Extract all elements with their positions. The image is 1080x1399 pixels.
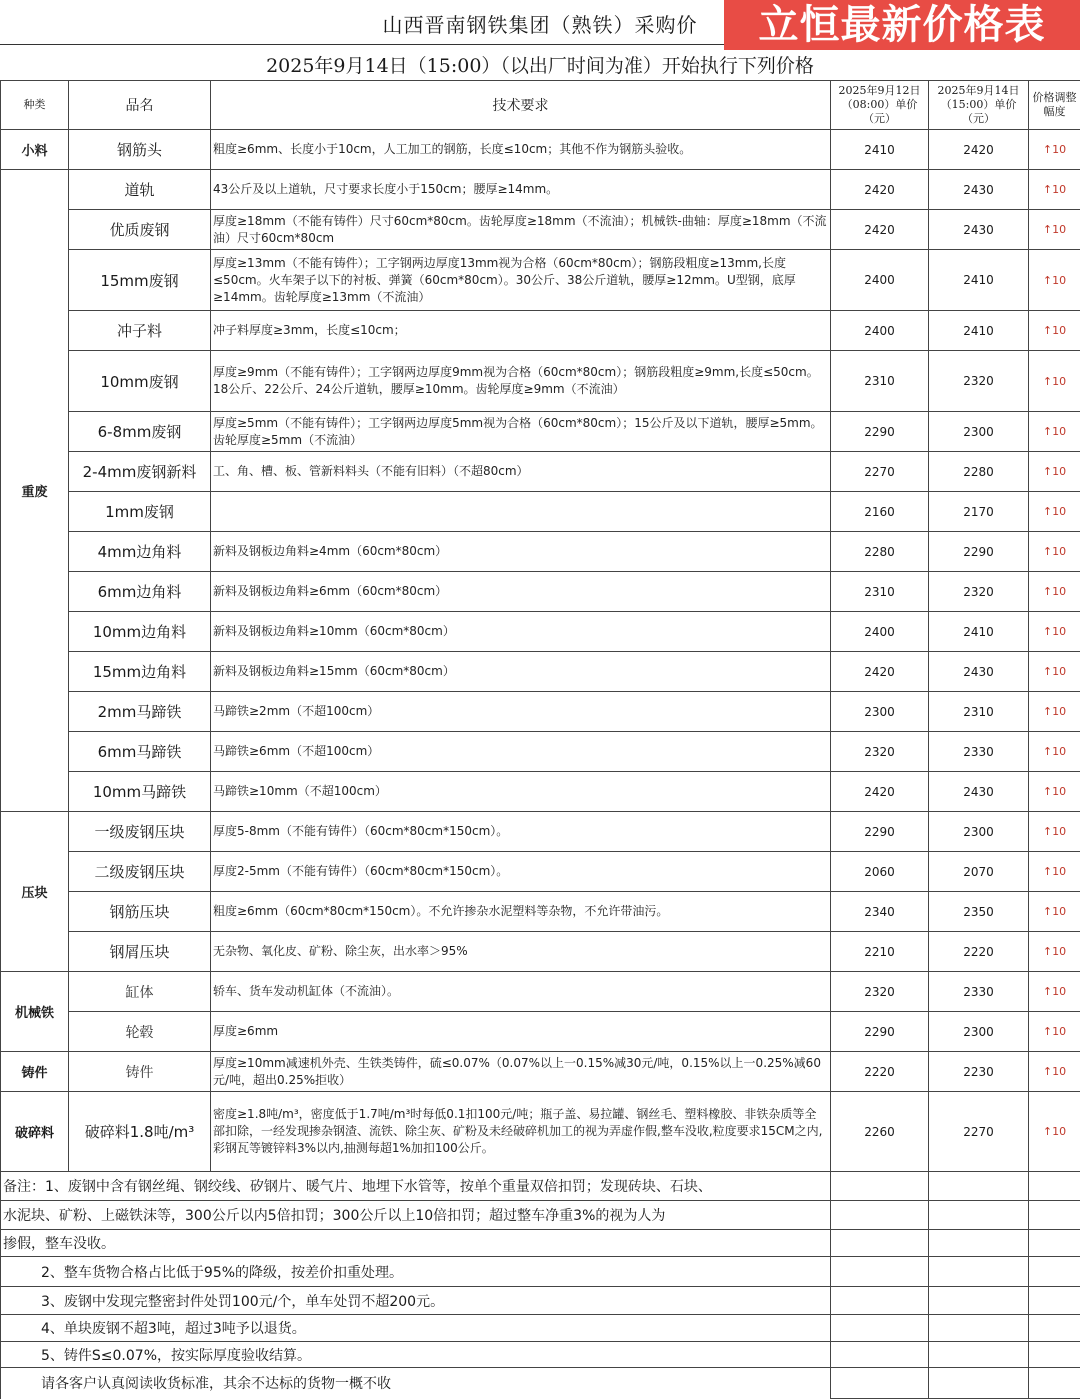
price-change bbox=[1029, 412, 1080, 452]
price-change-value: 10 bbox=[1052, 905, 1067, 918]
note-row bbox=[1, 1201, 1080, 1230]
new-price: 2320 bbox=[929, 351, 1029, 412]
up-arrow-icon: ↑ bbox=[1042, 505, 1053, 518]
table-row bbox=[1, 772, 1080, 812]
price-change-value: 10 bbox=[1052, 425, 1067, 438]
note-text: 3、废钢中发现完整密封件处罚100元/个，单车处罚不超200元。 bbox=[1, 1287, 831, 1315]
up-arrow-icon: ↑ bbox=[1042, 825, 1053, 838]
up-arrow-icon: ↑ bbox=[1042, 985, 1053, 998]
empty-cell bbox=[831, 1315, 929, 1342]
price-change bbox=[1029, 1092, 1080, 1172]
old-price: 2320 bbox=[831, 732, 929, 772]
empty-cell bbox=[1029, 1172, 1080, 1201]
product-name: 道轨 bbox=[69, 170, 211, 210]
new-price: 2280 bbox=[929, 452, 1029, 492]
technical-requirement: 厚度≥9mm（不能有铸件）；工字钢两边厚度9mm视为合格（60cm*80cm）；钢筋段粗度≥9mm,长度≤50cm。18公斤、22公斤、24公斤道轨，腰厚≥10mm。齿轮厚度≥9mm（不流油） bbox=[211, 351, 831, 412]
price-change bbox=[1029, 130, 1080, 170]
note-text: 5、铸件S≤0.07%，按实际厚度验收结算。 bbox=[1, 1342, 831, 1368]
table-row bbox=[1, 311, 1080, 351]
note-row bbox=[1, 1257, 1080, 1287]
old-price: 2220 bbox=[831, 1052, 929, 1092]
old-price: 2310 bbox=[831, 572, 929, 612]
price-change-value: 10 bbox=[1052, 505, 1067, 518]
price-change-value: 10 bbox=[1052, 1125, 1067, 1138]
price-change bbox=[1029, 692, 1080, 732]
old-price: 2320 bbox=[831, 972, 929, 1012]
product-name: 15mm边角料 bbox=[69, 652, 211, 692]
old-price: 2270 bbox=[831, 452, 929, 492]
old-price: 2400 bbox=[831, 250, 929, 311]
product-name: 二级废钢压块 bbox=[69, 852, 211, 892]
note-row bbox=[1, 1315, 1080, 1342]
up-arrow-icon: ↑ bbox=[1042, 465, 1053, 478]
note-row bbox=[1, 1287, 1080, 1315]
table-row bbox=[1, 210, 1080, 250]
price-change-value: 10 bbox=[1052, 143, 1067, 156]
empty-cell bbox=[831, 1368, 929, 1399]
old-price: 2290 bbox=[831, 1012, 929, 1052]
price-change-value: 10 bbox=[1052, 865, 1067, 878]
effective-date-row bbox=[0, 44, 1080, 81]
category-cell: 重废 bbox=[1, 170, 69, 812]
price-change-value: 10 bbox=[1052, 585, 1067, 598]
empty-cell bbox=[1029, 1257, 1080, 1287]
table-row bbox=[1, 250, 1080, 311]
old-price: 2260 bbox=[831, 1092, 929, 1172]
product-name: 10mm边角料 bbox=[69, 612, 211, 652]
price-change bbox=[1029, 1012, 1080, 1052]
table-row bbox=[1, 452, 1080, 492]
old-price: 2290 bbox=[831, 812, 929, 852]
note-text: 水泥块、矿粉、上磁铁沫等，300公斤以内5倍扣罚；300公斤以上10倍扣罚；超过整车净重3%的视为人为 bbox=[1, 1201, 831, 1230]
price-change-value: 10 bbox=[1052, 374, 1067, 388]
note-row bbox=[1, 1230, 1080, 1257]
note-row bbox=[1, 1342, 1080, 1368]
empty-cell bbox=[831, 1230, 929, 1257]
table-row bbox=[1, 692, 1080, 732]
technical-requirement: 厚度≥6mm bbox=[211, 1012, 831, 1052]
empty-cell bbox=[929, 1172, 1029, 1201]
price-change-value: 10 bbox=[1052, 273, 1067, 287]
table-row bbox=[1, 732, 1080, 772]
up-arrow-icon: ↑ bbox=[1042, 183, 1053, 196]
up-arrow-icon: ↑ bbox=[1042, 745, 1053, 758]
new-price: 2300 bbox=[929, 812, 1029, 852]
old-price: 2400 bbox=[831, 311, 929, 351]
new-price: 2230 bbox=[929, 1052, 1029, 1092]
table-row bbox=[1, 932, 1080, 972]
technical-requirement: 厚度≥13mm（不能有铸件）；工字钢两边厚度13mm视为合格（60cm*80cm）；钢筋段粗度≥13mm,长度≤50cm。火车架子以下的衬板、弹簧（60cm*80cm）。30公斤、38公斤道轨，腰厚≥12mm。U型钢，底厚≥14mm。齿轮厚度≥13mm（不流油） bbox=[211, 250, 831, 311]
technical-requirement: 粗度≥6mm（60cm*80cm*150cm）。不允许掺杂水泥塑料等杂物，不允许带油污。 bbox=[211, 892, 831, 932]
product-name: 6mm边角料 bbox=[69, 572, 211, 612]
category-cell: 压块 bbox=[1, 812, 69, 972]
price-table bbox=[0, 80, 1080, 1399]
price-change bbox=[1029, 210, 1080, 250]
col-header-requirements: 技术要求 bbox=[211, 81, 831, 130]
up-arrow-icon: ↑ bbox=[1042, 1125, 1053, 1138]
product-name: 钢筋压块 bbox=[69, 892, 211, 932]
table-row bbox=[1, 572, 1080, 612]
empty-cell bbox=[1029, 1315, 1080, 1342]
up-arrow-icon: ↑ bbox=[1042, 545, 1053, 558]
old-price: 2410 bbox=[831, 130, 929, 170]
price-change-value: 10 bbox=[1052, 183, 1067, 196]
old-price: 2420 bbox=[831, 210, 929, 250]
note-row bbox=[1, 1368, 1080, 1399]
empty-cell bbox=[929, 1315, 1029, 1342]
note-text: 备注：1、废钢中含有钢丝绳、钢绞线、矽钢片、暖气片、地埋下水管等，按单个重量双倍扣罚；发现砖块、石块、 bbox=[1, 1172, 831, 1201]
watermark-banner: 立恒最新价格表 bbox=[724, 0, 1080, 50]
page-title: 山西晋南钢铁集团（熟铁）采购价 bbox=[382, 13, 698, 37]
up-arrow-icon: ↑ bbox=[1042, 1025, 1053, 1038]
new-price: 2430 bbox=[929, 652, 1029, 692]
note-text: 4、单块废钢不超3吨，超过3吨予以退货。 bbox=[1, 1315, 831, 1342]
price-change bbox=[1029, 972, 1080, 1012]
up-arrow-icon: ↑ bbox=[1042, 625, 1053, 638]
table-row bbox=[1, 351, 1080, 412]
empty-cell bbox=[831, 1172, 929, 1201]
price-change bbox=[1029, 250, 1080, 311]
empty-cell bbox=[929, 1287, 1029, 1315]
up-arrow-icon: ↑ bbox=[1042, 785, 1053, 798]
new-price: 2330 bbox=[929, 972, 1029, 1012]
old-price: 2310 bbox=[831, 351, 929, 412]
up-arrow-icon: ↑ bbox=[1042, 905, 1053, 918]
technical-requirement: 马蹄铁≥2mm（不超100cm） bbox=[211, 692, 831, 732]
up-arrow-icon: ↑ bbox=[1042, 143, 1053, 156]
empty-cell bbox=[831, 1201, 929, 1230]
category-cell: 破碎料 bbox=[1, 1092, 69, 1172]
table-row bbox=[1, 492, 1080, 532]
empty-cell bbox=[1029, 1287, 1080, 1315]
note-text: 请各客户认真阅读收货标准，其余不达标的货物一概不收 bbox=[1, 1368, 831, 1399]
product-name: 钢屑压块 bbox=[69, 932, 211, 972]
effective-date: 2025年9月14日（15:00）（以出厂时间为准）开始执行下列价格 bbox=[266, 55, 814, 77]
price-change bbox=[1029, 572, 1080, 612]
category-cell: 铸件 bbox=[1, 1052, 69, 1092]
note-text: 掺假，整车没收。 bbox=[1, 1230, 831, 1257]
product-name: 6mm马蹄铁 bbox=[69, 732, 211, 772]
technical-requirement: 冲子料厚度≥3mm，长度≤10cm； bbox=[211, 311, 831, 351]
table-row bbox=[1, 1052, 1080, 1092]
price-change bbox=[1029, 452, 1080, 492]
table-row bbox=[1, 532, 1080, 572]
category-cell: 小料 bbox=[1, 130, 69, 170]
old-price: 2210 bbox=[831, 932, 929, 972]
price-change bbox=[1029, 492, 1080, 532]
empty-cell bbox=[929, 1368, 1029, 1399]
old-price: 2420 bbox=[831, 652, 929, 692]
price-change-value: 10 bbox=[1052, 705, 1067, 718]
table-row bbox=[1, 1012, 1080, 1052]
price-change-value: 10 bbox=[1052, 324, 1067, 337]
technical-requirement: 新料及钢板边角料≥10mm（60cm*80cm） bbox=[211, 612, 831, 652]
table-row bbox=[1, 652, 1080, 692]
technical-requirement: 厚度≥10mm减速机外壳、生铁类铸件，硫≤0.07%（0.07%以上一0.15%减30元/吨，0.15%以上一0.25%减60元/吨，超出0.25%拒收） bbox=[211, 1052, 831, 1092]
price-change bbox=[1029, 351, 1080, 412]
col-header-change: 价格调整幅度 bbox=[1029, 81, 1080, 130]
new-price: 2430 bbox=[929, 772, 1029, 812]
price-change bbox=[1029, 772, 1080, 812]
col-header-old-price: 2025年9月12日（08:00）单价（元） bbox=[831, 81, 929, 130]
table-row bbox=[1, 170, 1080, 210]
new-price: 2330 bbox=[929, 732, 1029, 772]
table-row bbox=[1, 812, 1080, 852]
technical-requirement: 粗度≥6mm、长度小于10cm，人工加工的钢筋，长度≤10cm；其他不作为钢筋头验收。 bbox=[211, 130, 831, 170]
old-price: 2060 bbox=[831, 852, 929, 892]
product-name: 冲子料 bbox=[69, 311, 211, 351]
table-row bbox=[1, 892, 1080, 932]
empty-cell bbox=[929, 1201, 1029, 1230]
product-name: 2mm马蹄铁 bbox=[69, 692, 211, 732]
table-row bbox=[1, 972, 1080, 1012]
new-price: 2070 bbox=[929, 852, 1029, 892]
note-row bbox=[1, 1172, 1080, 1201]
up-arrow-icon: ↑ bbox=[1042, 374, 1053, 388]
new-price: 2170 bbox=[929, 492, 1029, 532]
new-price: 2220 bbox=[929, 932, 1029, 972]
up-arrow-icon: ↑ bbox=[1042, 425, 1053, 438]
new-price: 2270 bbox=[929, 1092, 1029, 1172]
empty-cell bbox=[831, 1342, 929, 1368]
price-change-value: 10 bbox=[1052, 745, 1067, 758]
old-price: 2300 bbox=[831, 692, 929, 732]
up-arrow-icon: ↑ bbox=[1042, 223, 1053, 236]
empty-cell bbox=[929, 1257, 1029, 1287]
new-price: 2430 bbox=[929, 170, 1029, 210]
price-change-value: 10 bbox=[1052, 545, 1067, 558]
price-change-value: 10 bbox=[1052, 825, 1067, 838]
up-arrow-icon: ↑ bbox=[1042, 324, 1053, 337]
old-price: 2280 bbox=[831, 532, 929, 572]
technical-requirement: 新料及钢板边角料≥4mm（60cm*80cm） bbox=[211, 532, 831, 572]
technical-requirement: 工、角、槽、板、管新料料头（不能有旧料）（不超80cm） bbox=[211, 452, 831, 492]
new-price: 2300 bbox=[929, 412, 1029, 452]
price-change bbox=[1029, 1052, 1080, 1092]
empty-cell bbox=[929, 1342, 1029, 1368]
empty-cell bbox=[1029, 1201, 1080, 1230]
technical-requirement: 厚度2-5mm（不能有铸件）（60cm*80cm*150cm）。 bbox=[211, 852, 831, 892]
product-name: 一级废钢压块 bbox=[69, 812, 211, 852]
new-price: 2320 bbox=[929, 572, 1029, 612]
up-arrow-icon: ↑ bbox=[1042, 585, 1053, 598]
col-header-new-price: 2025年9月14日（15:00）单价（元） bbox=[929, 81, 1029, 130]
price-change bbox=[1029, 812, 1080, 852]
price-change-value: 10 bbox=[1052, 665, 1067, 678]
technical-requirement: 43公斤及以上道轨，尺寸要求长度小于150cm；腰厚≥14mm。 bbox=[211, 170, 831, 210]
old-price: 2340 bbox=[831, 892, 929, 932]
old-price: 2400 bbox=[831, 612, 929, 652]
empty-cell bbox=[1029, 1342, 1080, 1368]
table-row bbox=[1, 852, 1080, 892]
technical-requirement: 无杂物、氧化皮、矿粉、除尘灰，出水率＞95% bbox=[211, 932, 831, 972]
table-header-row bbox=[1, 81, 1080, 130]
technical-requirement: 密度≥1.8吨/m³，密度低于1.7吨/m³时每低0.1扣100元/吨；瓶子盖、易拉罐、钢丝毛、塑料橡胶、非铁杂质等全部扣除，一经发现掺杂钢渣、流铁、除尘灰、矿粉及未经破碎机加工的视为弄虚作假,整车没收,粒度要求15CM之内,彩钢瓦等镀锌料3%以内,抽测每超1%加扣100公斤。 bbox=[211, 1092, 831, 1172]
old-price: 2160 bbox=[831, 492, 929, 532]
price-change-value: 10 bbox=[1052, 785, 1067, 798]
product-name: 2-4mm废钢新料 bbox=[69, 452, 211, 492]
up-arrow-icon: ↑ bbox=[1042, 273, 1053, 287]
price-change bbox=[1029, 532, 1080, 572]
up-arrow-icon: ↑ bbox=[1042, 665, 1053, 678]
empty-cell bbox=[1029, 1368, 1080, 1399]
category-cell: 机械铁 bbox=[1, 972, 69, 1052]
price-change bbox=[1029, 932, 1080, 972]
empty-cell bbox=[1029, 1230, 1080, 1257]
new-price: 2310 bbox=[929, 692, 1029, 732]
product-name: 15mm废钢 bbox=[69, 250, 211, 311]
price-change bbox=[1029, 732, 1080, 772]
price-change bbox=[1029, 612, 1080, 652]
product-name: 缸体 bbox=[69, 972, 211, 1012]
empty-cell bbox=[831, 1257, 929, 1287]
new-price: 2430 bbox=[929, 210, 1029, 250]
product-name: 破碎料1.8吨/m³ bbox=[69, 1092, 211, 1172]
empty-cell bbox=[831, 1287, 929, 1315]
technical-requirement: 马蹄铁≥6mm（不超100cm） bbox=[211, 732, 831, 772]
technical-requirement: 厚度≥5mm（不能有铸件）；工字钢两边厚度5mm视为合格（60cm*80cm）；15公斤及以下道轨，腰厚≥5mm。齿轮厚度≥5mm（不流油） bbox=[211, 412, 831, 452]
product-name: 10mm废钢 bbox=[69, 351, 211, 412]
table-row bbox=[1, 130, 1080, 170]
price-change bbox=[1029, 892, 1080, 932]
technical-requirement: 厚度5-8mm（不能有铸件）（60cm*80cm*150cm）。 bbox=[211, 812, 831, 852]
new-price: 2410 bbox=[929, 311, 1029, 351]
product-name: 4mm边角料 bbox=[69, 532, 211, 572]
up-arrow-icon: ↑ bbox=[1042, 945, 1053, 958]
new-price: 2290 bbox=[929, 532, 1029, 572]
table-row bbox=[1, 1092, 1080, 1172]
price-change bbox=[1029, 852, 1080, 892]
up-arrow-icon: ↑ bbox=[1042, 1065, 1053, 1078]
new-price: 2350 bbox=[929, 892, 1029, 932]
product-name: 钢筋头 bbox=[69, 130, 211, 170]
technical-requirement: 马蹄铁≥10mm（不超100cm） bbox=[211, 772, 831, 812]
price-change-value: 10 bbox=[1052, 1025, 1067, 1038]
price-change bbox=[1029, 170, 1080, 210]
up-arrow-icon: ↑ bbox=[1042, 705, 1053, 718]
table-row bbox=[1, 412, 1080, 452]
old-price: 2420 bbox=[831, 772, 929, 812]
technical-requirement bbox=[211, 492, 831, 532]
price-change bbox=[1029, 652, 1080, 692]
col-header-category: 种类 bbox=[1, 81, 69, 130]
note-text: 2、整车货物合格占比低于95%的降级，按差价扣重处理。 bbox=[1, 1257, 831, 1287]
product-name: 10mm马蹄铁 bbox=[69, 772, 211, 812]
table-row bbox=[1, 612, 1080, 652]
price-change-value: 10 bbox=[1052, 1065, 1067, 1078]
product-name: 轮毂 bbox=[69, 1012, 211, 1052]
price-change-value: 10 bbox=[1052, 945, 1067, 958]
technical-requirement: 厚度≥18mm（不能有铸件）尺寸60cm*80cm。齿轮厚度≥18mm（不流油）；机械铁-曲轴：厚度≥18mm（不流油）尺寸60cm*80cm bbox=[211, 210, 831, 250]
product-name: 优质废钢 bbox=[69, 210, 211, 250]
price-change bbox=[1029, 311, 1080, 351]
price-change-value: 10 bbox=[1052, 625, 1067, 638]
new-price: 2420 bbox=[929, 130, 1029, 170]
empty-cell bbox=[929, 1230, 1029, 1257]
price-change-value: 10 bbox=[1052, 465, 1067, 478]
col-header-name: 品名 bbox=[69, 81, 211, 130]
product-name: 铸件 bbox=[69, 1052, 211, 1092]
old-price: 2290 bbox=[831, 412, 929, 452]
price-change-value: 10 bbox=[1052, 223, 1067, 236]
old-price: 2420 bbox=[831, 170, 929, 210]
new-price: 2410 bbox=[929, 250, 1029, 311]
new-price: 2410 bbox=[929, 612, 1029, 652]
new-price: 2300 bbox=[929, 1012, 1029, 1052]
technical-requirement: 新料及钢板边角料≥15mm（60cm*80cm） bbox=[211, 652, 831, 692]
technical-requirement: 轿车、货车发动机缸体（不流油）。 bbox=[211, 972, 831, 1012]
product-name: 1mm废钢 bbox=[69, 492, 211, 532]
up-arrow-icon: ↑ bbox=[1042, 865, 1053, 878]
technical-requirement: 新料及钢板边角料≥6mm（60cm*80cm） bbox=[211, 572, 831, 612]
product-name: 6-8mm废钢 bbox=[69, 412, 211, 452]
price-change-value: 10 bbox=[1052, 985, 1067, 998]
